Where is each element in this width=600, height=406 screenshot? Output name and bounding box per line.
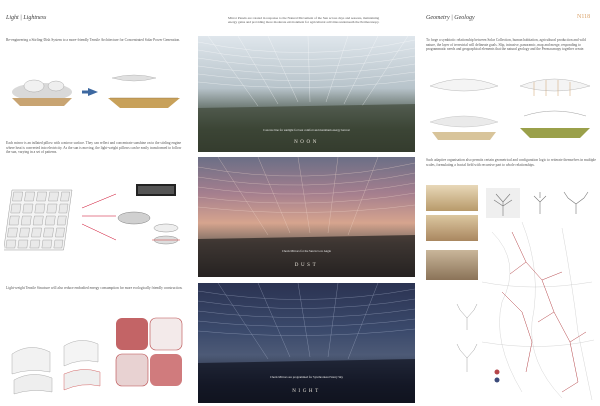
sheet-code: N118 bbox=[577, 14, 591, 20]
canopy-geometry-diagram bbox=[424, 72, 598, 148]
left-paragraph-1: Re-engineering a Stirling-Dish System to a more-friendly Tensile Architecture for Concentrated Solar Power Generation. bbox=[6, 38, 181, 42]
noon-rendering bbox=[198, 36, 415, 152]
night-caption: Check Mirrors are programmed for Synchronized Starry Sky bbox=[269, 375, 344, 379]
mirror-grid-diagram bbox=[4, 178, 188, 260]
terrain-photo-2 bbox=[426, 215, 478, 241]
night-label: NIGHT bbox=[292, 389, 321, 394]
noon-label: NOON bbox=[294, 140, 319, 145]
left-paragraph-2: Each mirror is an inflated pillow with a mirror surface. They can reflect and concentrate sunshine on to the stirling engine where heat is converted into electricity. As the sun is moving, the light-weight pillows can be easily transformed to follow the sun, varying in a set of patterns. bbox=[6, 141, 182, 155]
right-paragraph-1: To forge a symbiotic relationship between Solar Collection, human habitation, agricultural production and wild nature, the layer of terrestrial will delineate goals. Slip, intrusive, panoramic, map and merge, responding to programmatic needs and geographical elements that the natural geology and the Permacanopy together create. bbox=[426, 38, 586, 52]
pillow-stirling-diagram bbox=[4, 72, 188, 117]
right-heading: Geometry | Geology bbox=[426, 15, 475, 21]
left-paragraph-3: Light-weight Tensile Structure will also reduce embodied energy consumption for more ecologically friendly construction. bbox=[6, 286, 183, 290]
tensile-structure-diagram bbox=[4, 312, 188, 396]
tree-diagram-stack bbox=[452, 300, 482, 380]
terrain-photo-3 bbox=[426, 250, 478, 280]
noon-caption: Concave line for sunlight for best comfort and maximum energy harvest bbox=[263, 128, 350, 132]
terrain-photo-1 bbox=[426, 185, 478, 211]
center-intro: Mirror Panels are rotated in response to the Natural Movement of the Sun across days and seasons, maintaining energy gains and providing more moderate environment for agricultural activities underneath the Permacanopy. bbox=[228, 16, 380, 25]
dust-rendering bbox=[198, 157, 415, 277]
tree-branching-icons bbox=[484, 186, 596, 220]
right-paragraph-2: Such adaptive organisation also permits certain geometrical and configuration logic to reiterate themselves in multiple scales, formulating a fractal field with recursive part to whole relationships. bbox=[426, 158, 596, 167]
right-column bbox=[422, 0, 600, 406]
dust-caption: Check Mirrors for the Sun in Low Angle bbox=[282, 249, 331, 253]
left-column bbox=[0, 0, 190, 406]
dust-label: DUST bbox=[294, 263, 319, 268]
night-rendering bbox=[198, 283, 415, 403]
legend-dots bbox=[492, 368, 502, 388]
left-heading: Light | Lightness bbox=[6, 15, 47, 21]
